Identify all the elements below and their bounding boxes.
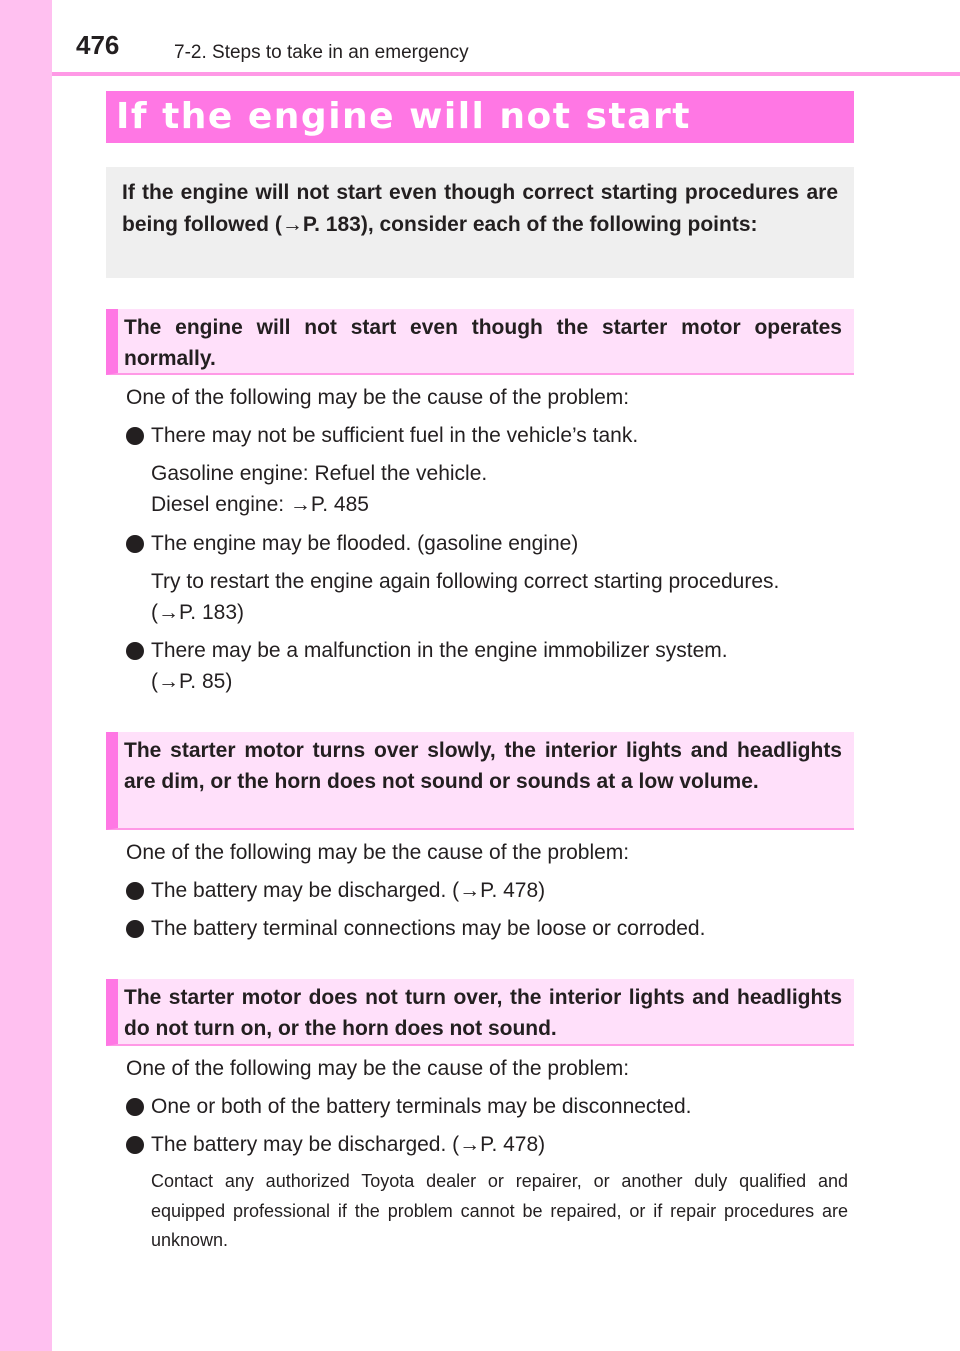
section1-bullet2-line2: (→P. 183) [151, 601, 244, 624]
section1-heading: The engine will not start even though the starter motor operates normally. [106, 309, 854, 375]
section-header: 7-2. Steps to take in an emergency [174, 42, 469, 63]
section1-bullet3-line1: (→P. 85) [151, 670, 233, 693]
header-divider [52, 72, 960, 76]
page-number: 476 [76, 30, 120, 60]
section1-bullet1: There may not be sufficient fuel in the vehicle’s tank. [151, 424, 639, 447]
intro-box: If the engine will not start even though correct starting procedures are being followed (→P. 183), consider each of the following points: [106, 167, 854, 278]
bullet-icon [126, 920, 144, 938]
section2-bullet1: The battery may be discharged. (→P. 478) [151, 879, 546, 902]
side-tab-bar [0, 0, 52, 1351]
section3-note: Contact any authorized Toyota dealer or repairer, or another duly qualified and equipped professional if the problem cannot be repaired, or if repair procedures are unknown. [151, 1171, 848, 1250]
section1-bullet2: The engine may be flooded. (gasoline engine) [151, 532, 579, 555]
section2-heading: The starter motor turns over slowly, the interior lights and headlights are dim, or the horn does not sound or sounds at a low volume. [106, 732, 854, 830]
bullet-icon [126, 1098, 144, 1116]
page-title: If the engine will not start [116, 96, 691, 137]
section1-bullet3: There may be a malfunction in the engine immobilizer system. [151, 639, 728, 662]
section1-bullet2-line1: Try to restart the engine again following correct starting procedures. [151, 570, 780, 593]
section3-bullet2: The battery may be discharged. (→P. 478) [151, 1133, 546, 1156]
title-bar [106, 91, 854, 143]
bullet-icon [126, 427, 144, 445]
bullet-icon [126, 535, 144, 553]
section2-bullet2: The battery terminal connections may be loose or corroded. [151, 917, 706, 940]
section3-lead: One of the following may be the cause of the problem: [126, 1057, 630, 1080]
section1-bullet1-line1: Gasoline engine: Refuel the vehicle. [151, 462, 488, 485]
bullet-icon [126, 642, 144, 660]
bullet-icon [126, 1136, 144, 1154]
section3-heading: The starter motor does not turn over, the interior lights and headlights do not turn on, or the horn does not sound. [106, 979, 854, 1046]
section3-bullet1: One or both of the battery terminals may be disconnected. [151, 1095, 692, 1118]
bullet-icon [126, 882, 144, 900]
section1-lead: One of the following may be the cause of the problem: [126, 386, 630, 409]
section1-bullet1-line2: Diesel engine: →P. 485 [151, 493, 369, 516]
section2-lead: One of the following may be the cause of the problem: [126, 841, 630, 864]
